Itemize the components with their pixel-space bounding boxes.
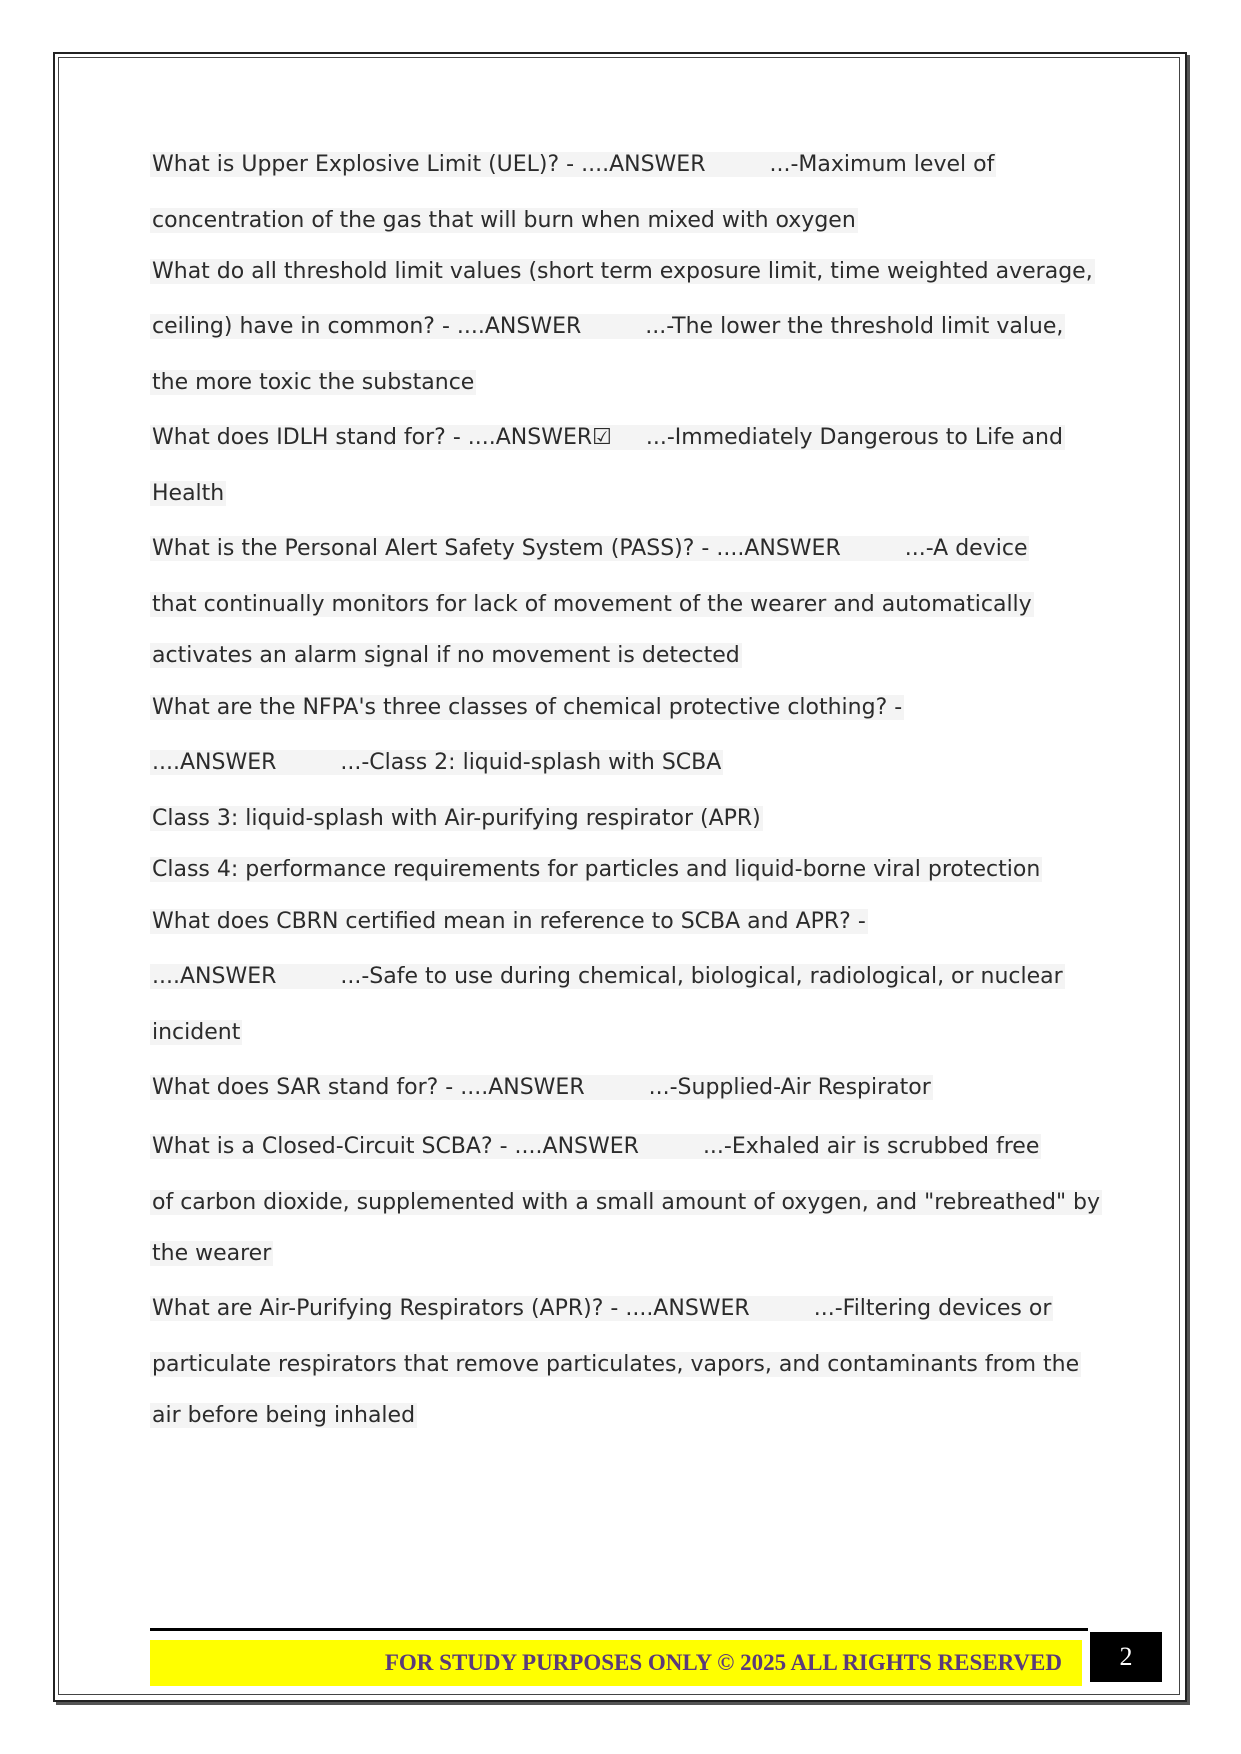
answer-text: concentration of the gas that will burn when mixed with oxygen: [152, 208, 856, 233]
answer-text: incident: [152, 1020, 241, 1045]
answer-text: the more toxic the substance: [152, 370, 475, 395]
qa-line: [150, 588, 1034, 622]
qa-line: [150, 1399, 417, 1433]
question-text: What does CBRN certified mean in reference to SCBA and APR? -: [152, 909, 866, 934]
qa-line: [150, 1186, 1102, 1220]
answer-text: ...-Filtering devices or: [813, 1296, 1052, 1321]
question-text: ....ANSWER: [152, 750, 277, 775]
question-text: What is Upper Explosive Limit (UEL)? - ....ANSWER: [152, 152, 706, 177]
answer-text: ...-Immediately Dangerous to Life and: [645, 425, 1063, 450]
question-text: What is the Personal Alert Safety System (PASS)? - ....ANSWER: [152, 536, 841, 561]
qa-line: [150, 532, 1029, 566]
qa-line: [150, 421, 1065, 455]
qa-line: [150, 802, 763, 836]
qa-line: [150, 1292, 1053, 1326]
answer-text: ...-Safe to use during chemical, biological, radiological, or nuclear: [340, 964, 1063, 989]
footer-notice: FOR STUDY PURPOSES ONLY © 2025 ALL RIGHTS RESERVED: [384, 1650, 1062, 1675]
qa-line: [150, 691, 904, 725]
qa-line: [150, 1016, 242, 1050]
qa-line: [150, 1071, 933, 1105]
answer-text: particulate respirators that remove particulates, vapors, and contaminants from the: [152, 1352, 1080, 1377]
answer-text: ...-Class 2: liquid-splash with SCBA: [340, 750, 722, 775]
answer-text: the wearer: [152, 1241, 272, 1266]
qa-line: [150, 853, 1042, 887]
qa-line: [150, 310, 1065, 344]
answer-text: Class 4: performance requirements for particles and liquid-borne viral protection: [152, 857, 1041, 882]
qa-line: [150, 960, 1065, 994]
answer-text: activates an alarm signal if no movement is detected: [152, 643, 740, 668]
qa-line: [150, 1237, 273, 1271]
qa-line: [150, 905, 868, 939]
answer-text: ...-Maximum level of: [769, 152, 995, 177]
answer-text: Health: [152, 481, 225, 506]
qa-line: [150, 477, 226, 511]
question-text: What does SAR stand for? - ....ANSWER: [152, 1075, 585, 1100]
qa-line: [150, 1348, 1081, 1382]
question-text: ceiling) have in common? - ....ANSWER: [152, 314, 582, 339]
question-text: ....ANSWER: [152, 964, 277, 989]
answer-text: Class 3: liquid-splash with Air-purifying respirator (APR): [152, 806, 761, 831]
qa-line: [150, 255, 1095, 289]
question-text: What does IDLH stand for? - ....ANSWER☑: [152, 425, 612, 450]
question-text: What do all threshold limit values (short term exposure limit, time weighted average,: [152, 259, 1093, 284]
qa-line: [150, 1130, 1041, 1164]
answer-text: of carbon dioxide, supplemented with a small amount of oxygen, and "rebreathed" by: [152, 1190, 1101, 1215]
answer-text: ...-Supplied-Air Respirator: [648, 1075, 931, 1100]
answer-text: that continually monitors for lack of movement of the wearer and automatically: [152, 592, 1032, 617]
answer-text: air before being inhaled: [152, 1403, 416, 1428]
qa-line: [150, 204, 858, 238]
qa-line: [150, 639, 742, 673]
qa-line: [150, 746, 723, 780]
qa-line: [150, 148, 996, 182]
answer-text: ...-The lower the threshold limit value,: [645, 314, 1064, 339]
question-text: What is a Closed-Circuit SCBA? - ....ANSWER: [152, 1134, 639, 1159]
answer-text: ...-Exhaled air is scrubbed free: [702, 1134, 1040, 1159]
page-number: 2: [1090, 1632, 1162, 1682]
qa-line: [150, 366, 476, 400]
question-text: What are the NFPA's three classes of chemical protective clothing? -: [152, 695, 903, 720]
question-text: What are Air-Purifying Respirators (APR)? - ....ANSWER: [152, 1296, 750, 1321]
footer-divider: [150, 1628, 1088, 1631]
answer-text: ...-A device: [904, 536, 1028, 561]
